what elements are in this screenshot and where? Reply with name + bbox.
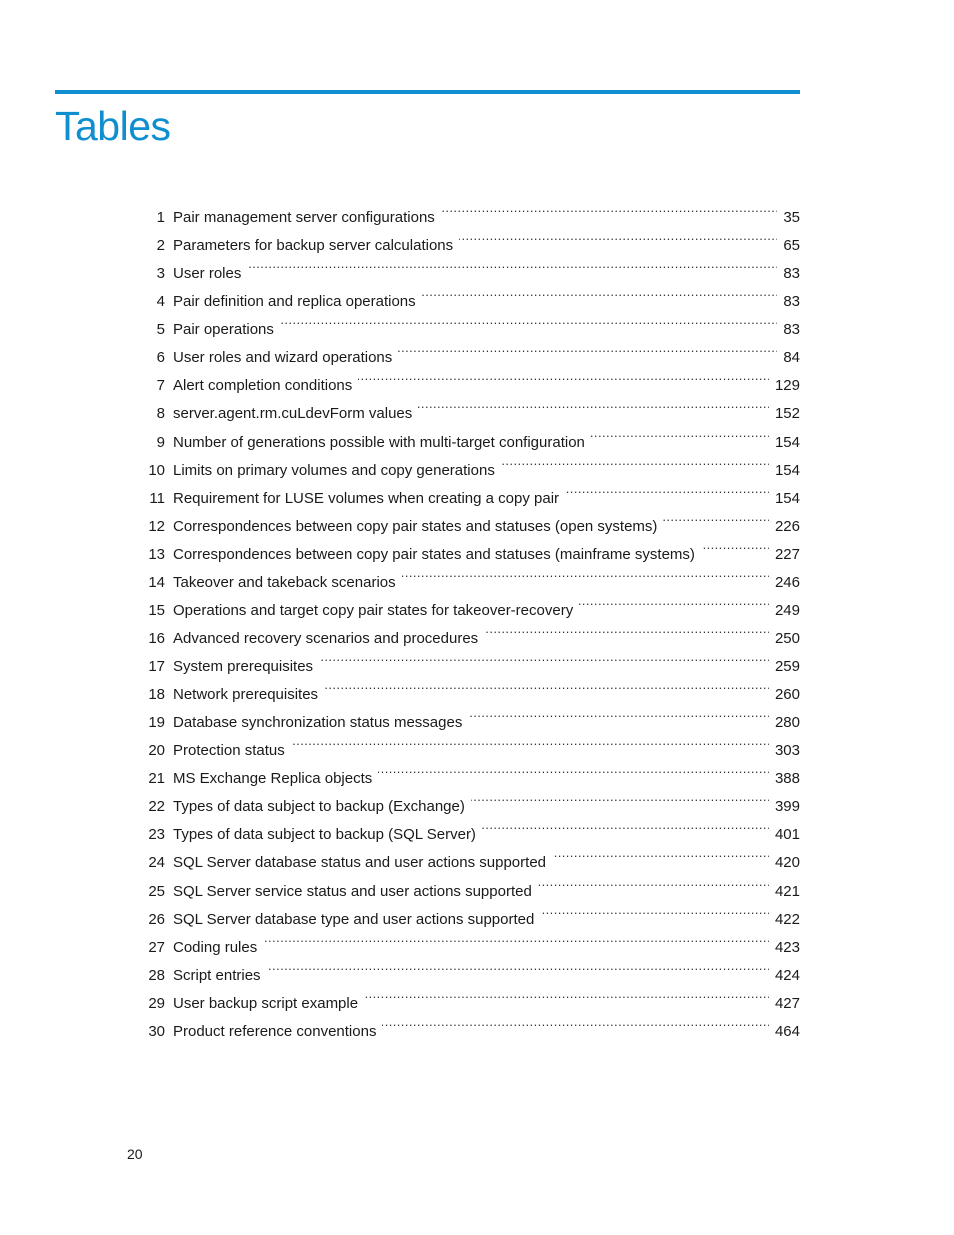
table-page-number[interactable]: 420 xyxy=(774,854,800,872)
table-number: 11 xyxy=(149,489,165,507)
table-number: 10 xyxy=(148,461,165,479)
table-page-number[interactable]: 83 xyxy=(783,265,800,283)
tables-list xyxy=(135,194,800,1040)
table-page-number[interactable]: 246 xyxy=(774,573,800,591)
table-page-number[interactable]: 250 xyxy=(774,629,800,647)
table-number: 20 xyxy=(148,742,165,760)
table-page-number[interactable]: 154 xyxy=(774,461,800,479)
table-title[interactable]: Pair management server configurations xyxy=(173,209,435,226)
dot-leader xyxy=(591,419,769,447)
table-title[interactable]: Correspondences between copy pair states and statuses (open systems) xyxy=(173,517,658,535)
dot-leader xyxy=(358,362,769,390)
dot-leader xyxy=(471,783,769,811)
table-page-number[interactable]: 83 xyxy=(783,293,800,311)
dot-leader xyxy=(422,278,778,306)
table-title[interactable]: server.agent.rm.cuLdevForm values xyxy=(173,405,413,423)
table-title[interactable]: Pair operations xyxy=(173,321,274,339)
table-page-number[interactable]: 427 xyxy=(774,994,800,1012)
dot-leader xyxy=(579,587,769,615)
table-number: 3 xyxy=(156,265,165,283)
dot-leader xyxy=(398,334,777,362)
table-title[interactable]: Script entries xyxy=(173,966,261,984)
table-title[interactable]: SQL Server database type and user actions supported xyxy=(173,910,535,928)
dot-leader xyxy=(482,811,769,839)
table-page-number[interactable]: 249 xyxy=(774,601,800,619)
table-page-number[interactable]: 280 xyxy=(774,714,800,732)
toc-entry[interactable] xyxy=(135,194,800,226)
table-number: 5 xyxy=(156,321,165,339)
table-number: 6 xyxy=(156,349,165,367)
table-page-number[interactable]: 154 xyxy=(774,433,800,451)
table-page-number[interactable]: 84 xyxy=(783,349,800,367)
table-title[interactable]: User backup script example xyxy=(173,994,359,1012)
table-title[interactable]: Network prerequisites xyxy=(173,686,319,704)
table-page-number[interactable]: 423 xyxy=(774,938,800,956)
table-title[interactable]: Product reference conventions xyxy=(173,1022,377,1040)
table-page-number[interactable]: 152 xyxy=(774,405,800,423)
table-page-number[interactable]: 303 xyxy=(774,742,800,760)
table-page-number[interactable]: 424 xyxy=(774,966,800,984)
table-title[interactable]: SQL Server database status and user actions supported xyxy=(173,854,547,872)
table-page-number[interactable]: 227 xyxy=(774,545,800,563)
dot-leader xyxy=(267,952,769,980)
table-title[interactable]: User roles and wizard operations xyxy=(173,349,393,367)
table-title[interactable]: MS Exchange Replica objects xyxy=(173,770,373,788)
table-page-number[interactable]: 259 xyxy=(774,658,800,675)
table-page-number[interactable]: 83 xyxy=(783,321,800,339)
dot-leader xyxy=(263,924,769,952)
table-page-number[interactable]: 421 xyxy=(774,882,800,900)
table-page-number[interactable]: 65 xyxy=(783,237,800,255)
dot-leader xyxy=(663,503,769,531)
table-number: 14 xyxy=(148,573,165,591)
table-number: 24 xyxy=(148,854,165,872)
page-number: 20 xyxy=(127,1146,143,1162)
table-page-number[interactable]: 129 xyxy=(774,377,800,395)
table-number: 7 xyxy=(156,377,165,395)
table-title[interactable]: Correspondences between copy pair states and statuses (mainframe systems) xyxy=(173,545,695,563)
table-number: 28 xyxy=(148,966,165,984)
table-number: 22 xyxy=(148,798,165,816)
table-page-number[interactable]: 401 xyxy=(774,826,800,844)
dot-leader xyxy=(280,306,777,334)
table-page-number[interactable]: 35 xyxy=(783,209,800,226)
table-title[interactable]: System prerequisites xyxy=(173,658,314,675)
dot-leader xyxy=(552,839,769,867)
dot-leader xyxy=(538,868,769,896)
table-page-number[interactable]: 226 xyxy=(774,517,800,535)
dot-leader xyxy=(501,447,769,475)
table-number: 21 xyxy=(148,770,165,788)
table-title[interactable]: Requirement for LUSE volumes when creating a copy pair xyxy=(173,489,560,507)
table-title[interactable]: Alert completion conditions xyxy=(173,377,353,395)
table-title[interactable]: Pair definition and replica operations xyxy=(173,293,416,311)
table-page-number[interactable]: 399 xyxy=(774,798,800,816)
table-number: 26 xyxy=(148,910,165,928)
dot-leader xyxy=(319,643,769,671)
dot-leader xyxy=(565,475,769,503)
dot-leader xyxy=(441,194,778,222)
table-number: 27 xyxy=(148,938,165,956)
page-title: Tables xyxy=(55,103,171,149)
table-number: 4 xyxy=(156,293,165,311)
table-title[interactable]: Types of data subject to backup (SQL Server) xyxy=(173,826,476,844)
table-title[interactable]: Number of generations possible with multi-target configuration xyxy=(173,433,585,451)
table-number: 9 xyxy=(156,433,165,451)
table-number: 30 xyxy=(148,1022,165,1040)
title-rule xyxy=(55,90,800,94)
dot-leader xyxy=(382,1008,769,1036)
table-page-number[interactable]: 154 xyxy=(774,489,800,507)
dot-leader xyxy=(468,699,769,727)
table-title[interactable]: Operations and target copy pair states for takeover-recovery xyxy=(173,601,574,619)
table-number: 15 xyxy=(148,601,165,619)
table-page-number[interactable]: 260 xyxy=(774,686,800,704)
table-page-number[interactable]: 464 xyxy=(774,1022,800,1040)
table-number: 13 xyxy=(148,545,165,563)
dot-leader xyxy=(701,531,769,559)
table-title[interactable]: User roles xyxy=(173,265,242,283)
table-number: 23 xyxy=(148,826,165,844)
dot-leader xyxy=(324,671,769,699)
table-number: 18 xyxy=(148,686,165,704)
table-title[interactable]: Limits on primary volumes and copy generations xyxy=(173,461,495,479)
table-title[interactable]: Database synchronization status messages xyxy=(173,714,463,732)
dot-leader xyxy=(459,222,777,250)
table-number: 2 xyxy=(156,237,165,255)
dot-leader xyxy=(291,727,769,755)
dot-leader xyxy=(402,559,769,587)
dot-leader xyxy=(247,250,777,278)
table-number: 1 xyxy=(156,209,165,226)
table-page-number[interactable]: 388 xyxy=(774,770,800,788)
table-title[interactable]: Advanced recovery scenarios and procedures xyxy=(173,629,479,647)
table-page-number[interactable]: 422 xyxy=(774,910,800,928)
table-number: 17 xyxy=(148,658,165,675)
table-number: 16 xyxy=(148,629,165,647)
dot-leader xyxy=(540,896,769,924)
table-title[interactable]: Types of data subject to backup (Exchange) xyxy=(173,798,465,816)
table-title[interactable]: SQL Server service status and user actions supported xyxy=(173,882,532,900)
table-title[interactable]: Takeover and takeback scenarios xyxy=(173,573,396,591)
table-number: 25 xyxy=(148,882,165,900)
table-title[interactable]: Protection status xyxy=(173,742,285,760)
table-title[interactable]: Coding rules xyxy=(173,938,258,956)
table-number: 19 xyxy=(148,714,165,732)
table-number: 29 xyxy=(148,994,165,1012)
dot-leader xyxy=(484,615,769,643)
table-number: 8 xyxy=(156,405,165,423)
dot-leader xyxy=(418,390,769,418)
dot-leader xyxy=(364,980,769,1008)
dot-leader xyxy=(378,755,769,783)
table-number: 12 xyxy=(148,517,165,535)
table-title[interactable]: Parameters for backup server calculations xyxy=(173,237,454,255)
